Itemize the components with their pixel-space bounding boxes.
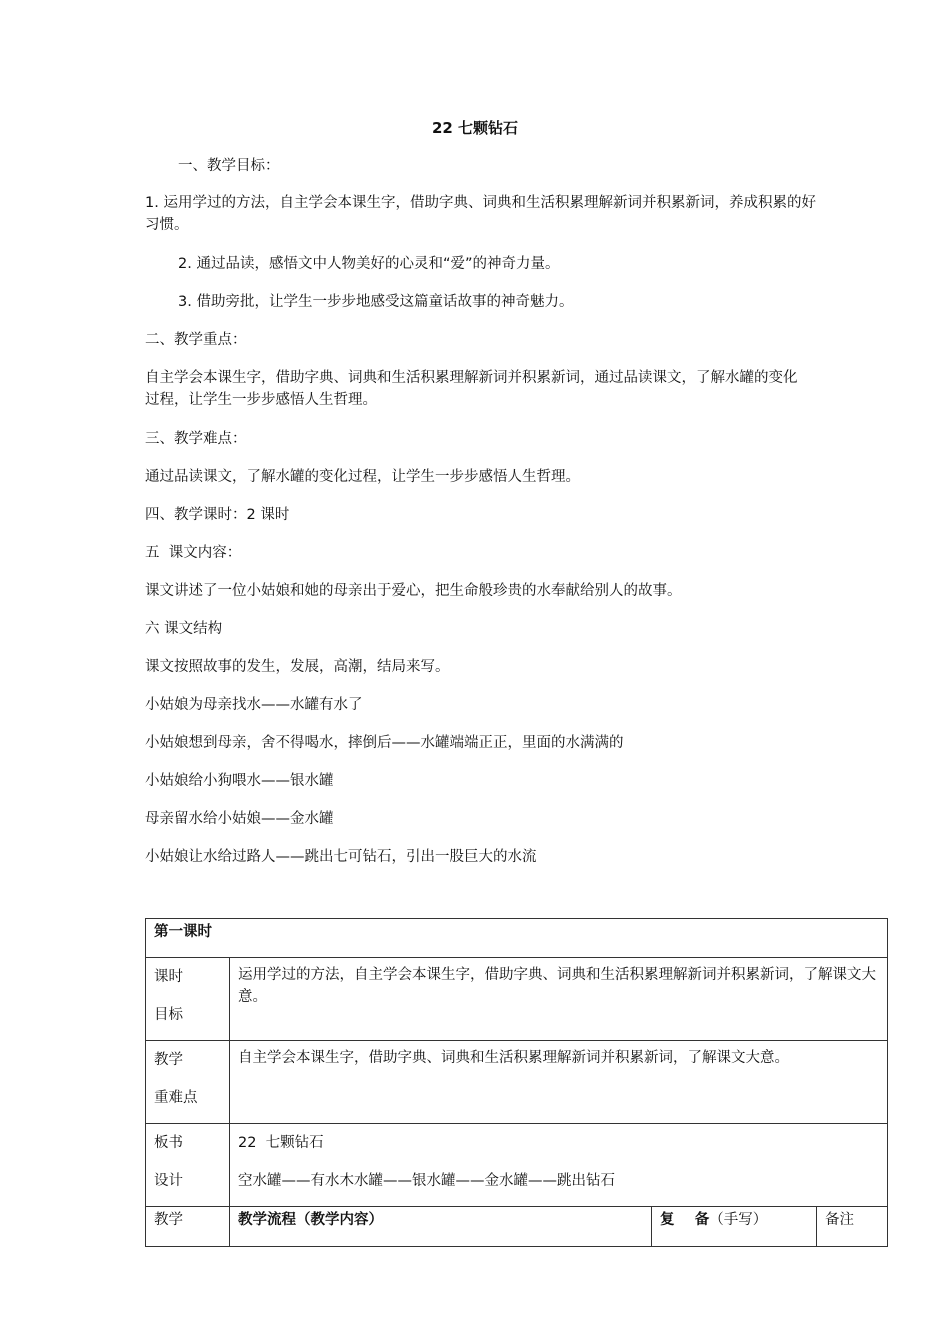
document-title: 22 七颗钻石 <box>431 119 519 137</box>
goal-label-cell <box>146 958 230 1041</box>
board-line-1: 22 七颗钻石 <box>238 1135 324 1151</box>
key-label-cell <box>146 1041 230 1124</box>
structure-intro-text: 课文按照故事的发生，发展，高潮，结局来写。 <box>145 659 450 675</box>
structure-line-4: 母亲留水给小姑娘——金水罐 <box>145 811 334 827</box>
goal-item-1: 1. 运用学过的方法，自主学会本课生字，借助字典、词典和生活积累理解新词并积累新词，养成积累的好习惯。 <box>145 195 816 233</box>
board-label-cell <box>146 1124 230 1207</box>
flow-label-cell: 教学 <box>146 1207 230 1247</box>
key-label-line-2: 重难点 <box>154 1090 198 1106</box>
lesson-plan-table <box>145 918 888 1247</box>
lesson-hours-text: 四、教学课时：2 课时 <box>145 507 290 523</box>
section-content-heading: 五 课文内容： <box>145 545 242 561</box>
section-teaching-goals-heading: 一、教学目标： <box>178 158 280 174</box>
table-row <box>146 1041 888 1124</box>
structure-line-3: 小姑娘给小狗喂水——银水罐 <box>145 773 334 789</box>
section-difficulties-heading: 三、教学难点： <box>145 431 247 447</box>
goal-text-cell: 运用学过的方法，自主学会本课生字，借助字典、词典和生活积累理解新词并积累新词，了解课文大意。 <box>230 958 888 1041</box>
structure-line-5: 小姑娘让水给过路人——跳出七可钻石，引出一股巨大的水流 <box>145 849 537 865</box>
goal-item-2: 2. 通过品读，感悟文中人物美好的心灵和“爱”的神奇力量。 <box>178 256 560 272</box>
structure-line-1: 小姑娘为母亲找水——水罐有水了 <box>145 697 363 713</box>
structure-line-2: 小姑娘想到母亲，舍不得喝水，摔倒后——水罐端端正正，里面的水满满的 <box>145 735 624 751</box>
difficulties-text: 通过品读课文，了解水罐的变化过程，让学生一步步感悟人生哲理。 <box>145 469 580 485</box>
section-key-points-heading: 二、教学重点： <box>145 332 247 348</box>
review-label: 复 备 <box>660 1212 710 1228</box>
table-row <box>146 1124 888 1207</box>
board-label-line-1: 板书 <box>154 1135 183 1151</box>
lesson-header-cell: 第一课时 <box>146 919 888 958</box>
key-text-cell: 自主学会本课生字，借助字典、词典和生活积累理解新词并积累新词，了解课文大意。 <box>230 1041 888 1124</box>
key-points-text: 自主学会本课生字，借助字典、词典和生活积累理解新词并积累新词，通过品读课文，了解水罐的变化过程，让学生一步步感悟人生哲理。 <box>145 370 798 408</box>
board-line-2: 空水罐——有水木水罐——银水罐——金水罐——跳出钻石 <box>238 1173 615 1189</box>
goal-label-line-2: 目标 <box>154 1007 183 1023</box>
review-note: （手写） <box>709 1212 768 1228</box>
board-design-cell <box>230 1124 888 1207</box>
content-summary-text: 课文讲述了一位小姑娘和她的母亲出于爱心，把生命般珍贵的水奉献给别人的故事。 <box>145 583 682 599</box>
goal-label-line-1: 课时 <box>154 969 183 985</box>
flow-title-cell: 教学流程（教学内容） <box>230 1207 652 1247</box>
goal-item-3: 3. 借助旁批，让学生一步步地感受这篇童话故事的神奇魅力。 <box>178 294 574 310</box>
remark-cell: 备注 <box>817 1207 888 1247</box>
section-structure-heading: 六 课文结构 <box>145 621 223 637</box>
table-row <box>146 958 888 1041</box>
review-cell <box>652 1207 817 1247</box>
board-label-line-2: 设计 <box>154 1173 183 1189</box>
table-row <box>146 1207 888 1247</box>
key-label-line-1: 教学 <box>154 1052 183 1068</box>
table-row <box>146 919 888 958</box>
